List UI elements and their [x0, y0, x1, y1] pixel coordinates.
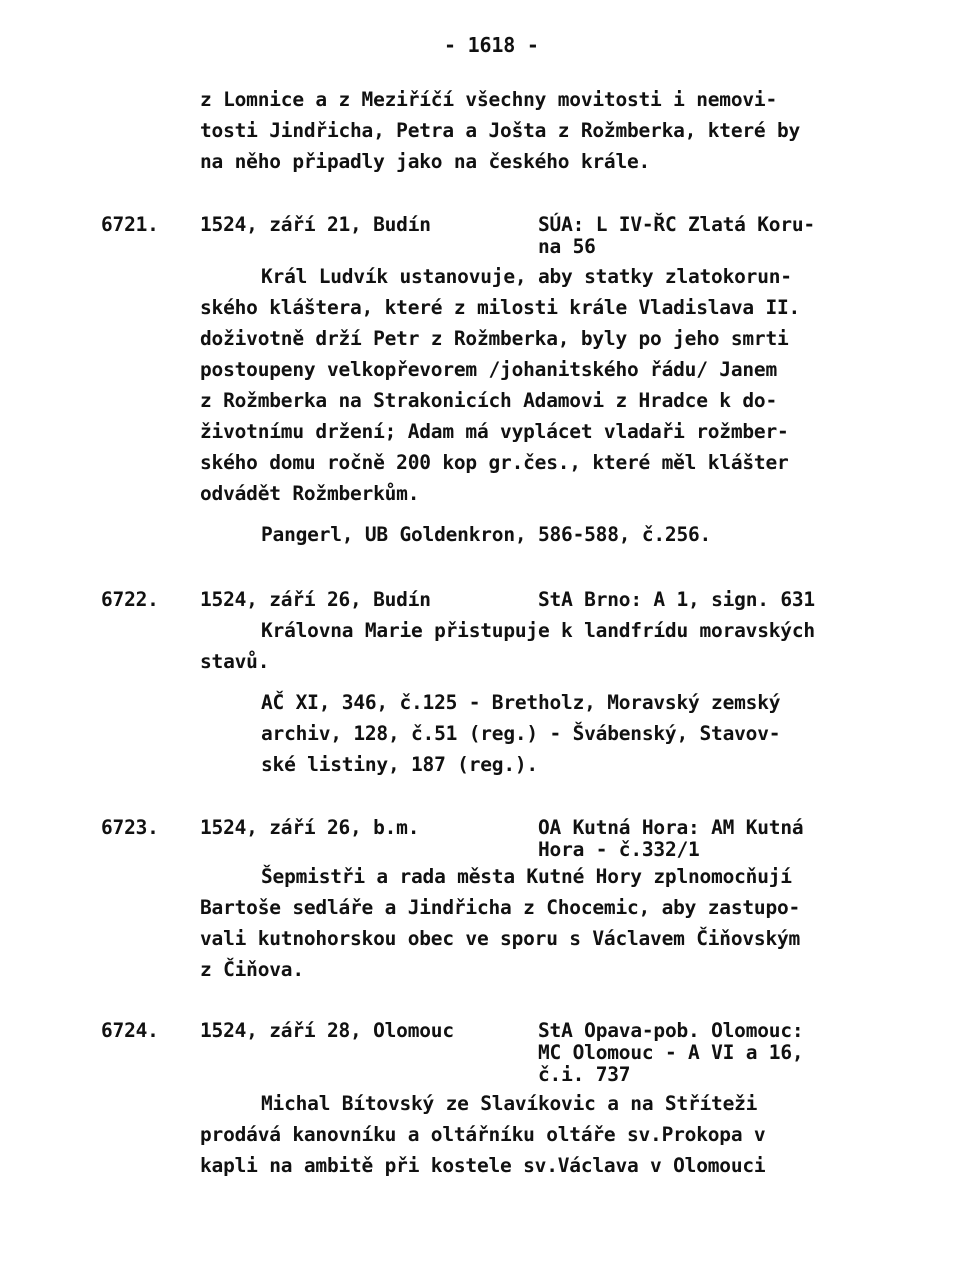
entry-date-place: 1524, září 28, Olomouc: [200, 1019, 454, 1042]
entry-text-line: stavů.: [200, 650, 270, 673]
entry-text-line: postoupeny velkopřevorem /johanitského řádu/ Janem: [200, 358, 777, 381]
entry-text-line: odvádět Rožmberkům.: [200, 482, 420, 505]
entry-text-line: ského domu ročně 200 kop gr.čes., které měl klášter: [200, 451, 789, 474]
entry-text-line: doživotně drží Petr z Rožmberka, byly po jeho smrti: [200, 327, 789, 350]
entry-date-place: 1524, září 26, b.m.: [200, 816, 420, 839]
entry-text-line: kapli na ambitě při kostele sv.Václava v Olomouci: [200, 1154, 766, 1177]
entry-text-line: ského kláštera, které z milosti krále Vladislava II.: [200, 296, 801, 319]
entry-text-line: Šepmistři a rada města Kutné Hory zplnomocňují: [261, 865, 792, 888]
entry-text-line: Michal Bítovský ze Slavíkovic a na Stříteži: [261, 1092, 758, 1115]
intro-line: na něho připadly jako na českého krále.: [200, 150, 651, 173]
entry-text-line: životnímu držení; Adam má vyplácet vladaři rožmber-: [200, 420, 789, 443]
entry-source: SÚA: L IV-ŘC Zlatá Koru-: [538, 213, 815, 236]
entry-reference: AČ XI, 346, č.125 - Bretholz, Moravský zemský: [261, 691, 781, 714]
intro-line: z Lomnice a z Meziříčí všechny movitosti i nemovi-: [200, 88, 777, 111]
entry-text-line: Král Ludvík ustanovuje, aby statky zlatokorun-: [261, 265, 792, 288]
entry-source: MC Olomouc - A VI a 16,: [538, 1041, 804, 1064]
entry-number: 6724.: [101, 1019, 159, 1042]
entry-reference: ské listiny, 187 (reg.).: [261, 753, 538, 776]
entry-source: na 56: [538, 235, 596, 258]
entry-text-line: vali kutnohorskou obec ve sporu s Václavem Čiňovským: [200, 927, 801, 950]
entry-reference: Pangerl, UB Goldenkron, 586-588, č.256.: [261, 523, 712, 546]
entry-source: Hora - č.332/1: [538, 838, 700, 861]
entry-date-place: 1524, září 26, Budín: [200, 588, 431, 611]
entry-text-line: prodává kanovníku a oltářníku oltáře sv.Prokopa v: [200, 1123, 766, 1146]
entry-date-place: 1524, září 21, Budín: [200, 213, 431, 236]
page-number: - 1618 -: [444, 33, 539, 57]
entry-reference: archiv, 128, č.51 (reg.) - Švábenský, Stavov-: [261, 722, 781, 745]
entry-text-line: Bartoše sedláře a Jindřicha z Chocemic, aby zastupo-: [200, 896, 801, 919]
entry-number: 6722.: [101, 588, 159, 611]
entry-number: 6721.: [101, 213, 159, 236]
entry-number: 6723.: [101, 816, 159, 839]
entry-source: č.i. 737: [538, 1063, 631, 1086]
entry-source: OA Kutná Hora: AM Kutná: [538, 816, 804, 839]
entry-source: StA Brno: A 1, sign. 631: [538, 588, 815, 611]
entry-text-line: Královna Marie přistupuje k landfrídu moravských: [261, 619, 815, 642]
entry-source: StA Opava-pob. Olomouc:: [538, 1019, 804, 1042]
entry-text-line: z Čiňova.: [200, 958, 304, 981]
entry-text-line: z Rožmberka na Strakonicích Adamovi z Hradce k do-: [200, 389, 777, 412]
intro-line: tosti Jindřicha, Petra a Jošta z Rožmberka, které by: [200, 119, 801, 142]
